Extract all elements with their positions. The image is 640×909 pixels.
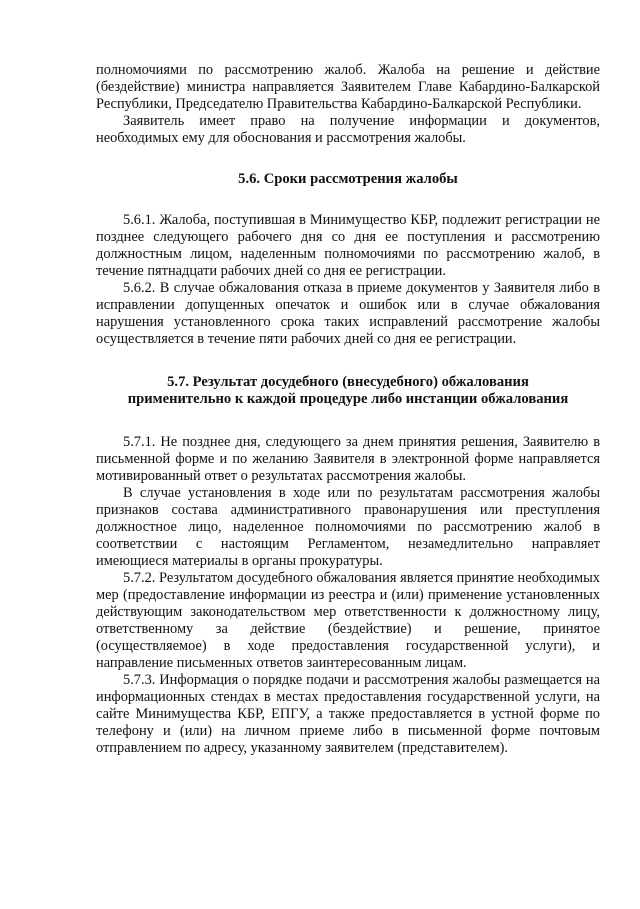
paragraph-5-7-1-violations: В случае установления в ходе или по результатам рассмотрения жалобы признаков состава административного правонарушения или преступления должностное лицо, наделенное полномочиями по рассмотрению жалоб в соответствии с настоящим Регламентом, незамедлительно направляет имеющиеся материалы в органы прокуратуры. [96, 485, 600, 569]
paragraph-complaint-addressees: полномочиями по рассмотрению жалоб. Жалоба на решение и действие (бездействие) министра направляется Заявителем Главе Кабардино-Балкарской Республики, Председателю Правительства Кабардино-Балкарской Республики. [96, 62, 600, 112]
section-heading-5-7-line2: применительно к каждой процедуре либо инстанции обжалования [127, 391, 569, 407]
section-heading-5-7 [96, 374, 600, 408]
paragraph-applicant-rights: Заявитель имеет право на получение информации и документов, необходимых ему для обоснования и рассмотрения жалобы. [96, 113, 600, 146]
paragraph-5-6-2: 5.6.2. В случае обжалования отказа в приеме документов у Заявителя либо в исправлении допущенных опечаток и ошибок или в случае обжалования нарушения установленного срока таких исправлений рассмотрение жалобы осуществляется в течение пяти рабочих дней со дня ее регистрации. [96, 280, 600, 347]
document-page [96, 62, 600, 757]
paragraph-5-7-2: 5.7.2. Результатом досудебного обжалования является принятие необходимых мер (предоставление информации из реестра и (или) применение установленных действующим законодательством мер ответственности к должностному лицу, ответственному за действие (бездействие) и решение, принятое (осуществляемое) в ходе предоставления государственной услуги), и направление письменных ответов заинтересованным лицам. [96, 570, 600, 671]
paragraph-5-7-1: 5.7.1. Не позднее дня, следующего за днем принятия решения, Заявителю в письменной форме и по желанию Заявителя в электронной форме направляется мотивированный ответ о результатах рассмотрения жалобы. [96, 434, 600, 484]
paragraph-5-6-1: 5.6.1. Жалоба, поступившая в Минимущество КБР, подлежит регистрации не позднее следующего рабочего дня со дня ее поступления и рассмотрению должностным лицом, наделенным полномочиями по рассмотрению жалоб, в течение пятнадцати рабочих дней со дня ее регистрации. [96, 212, 600, 279]
paragraph-5-7-3: 5.7.3. Информация о порядке подачи и рассмотрения жалобы размещается на информационных стендах в местах предоставления государственной услуги, на сайте Минимущества КБР, ЕПГУ, а также предоставляется в устной форме по телефону и (или) на личном приеме либо в письменной форме почтовым отправлением по адресу, указанному заявителем (представителем). [96, 672, 600, 756]
section-heading-5-7-line1: 5.7. Результат досудебного (внесудебного) обжалования [167, 374, 529, 390]
section-heading-5-6: 5.6. Сроки рассмотрения жалобы [238, 171, 458, 187]
